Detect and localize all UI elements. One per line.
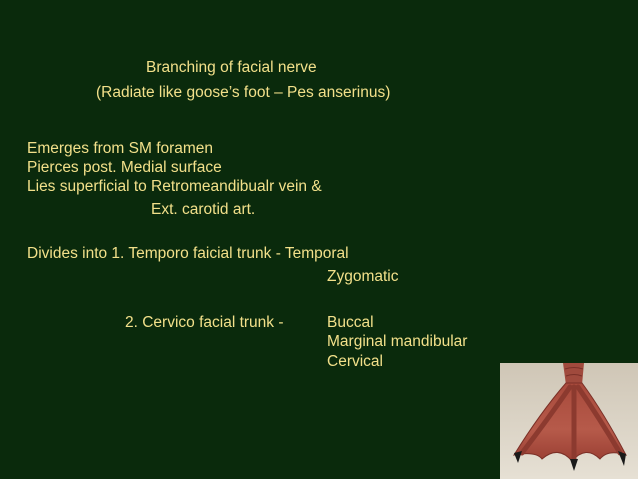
- text-line-lies-superficial: Lies superficial to Retromeandibualr vein &: [27, 178, 322, 195]
- goose-foot-photo: [500, 363, 638, 479]
- slide-subtitle: (Radiate like goose’s foot – Pes anserinus): [96, 84, 391, 101]
- branch-cervical: Cervical: [327, 353, 383, 370]
- text-line-emerges: Emerges from SM foramen: [27, 140, 214, 157]
- text-line-divides: Divides into 1. Temporo faicial trunk - Temporal: [27, 245, 349, 262]
- slide-title: Branching of facial nerve: [146, 59, 317, 76]
- branch-marginal-mandibular: Marginal mandibular: [327, 333, 468, 350]
- branch-zygomatic: Zygomatic: [327, 268, 399, 285]
- text-line-cervico-facial: 2. Cervico facial trunk -: [125, 314, 284, 331]
- text-line-ext-carotid: Ext. carotid art.: [151, 201, 256, 218]
- text-line-pierces: Pierces post. Medial surface: [27, 159, 222, 176]
- branch-buccal: Buccal: [327, 314, 374, 331]
